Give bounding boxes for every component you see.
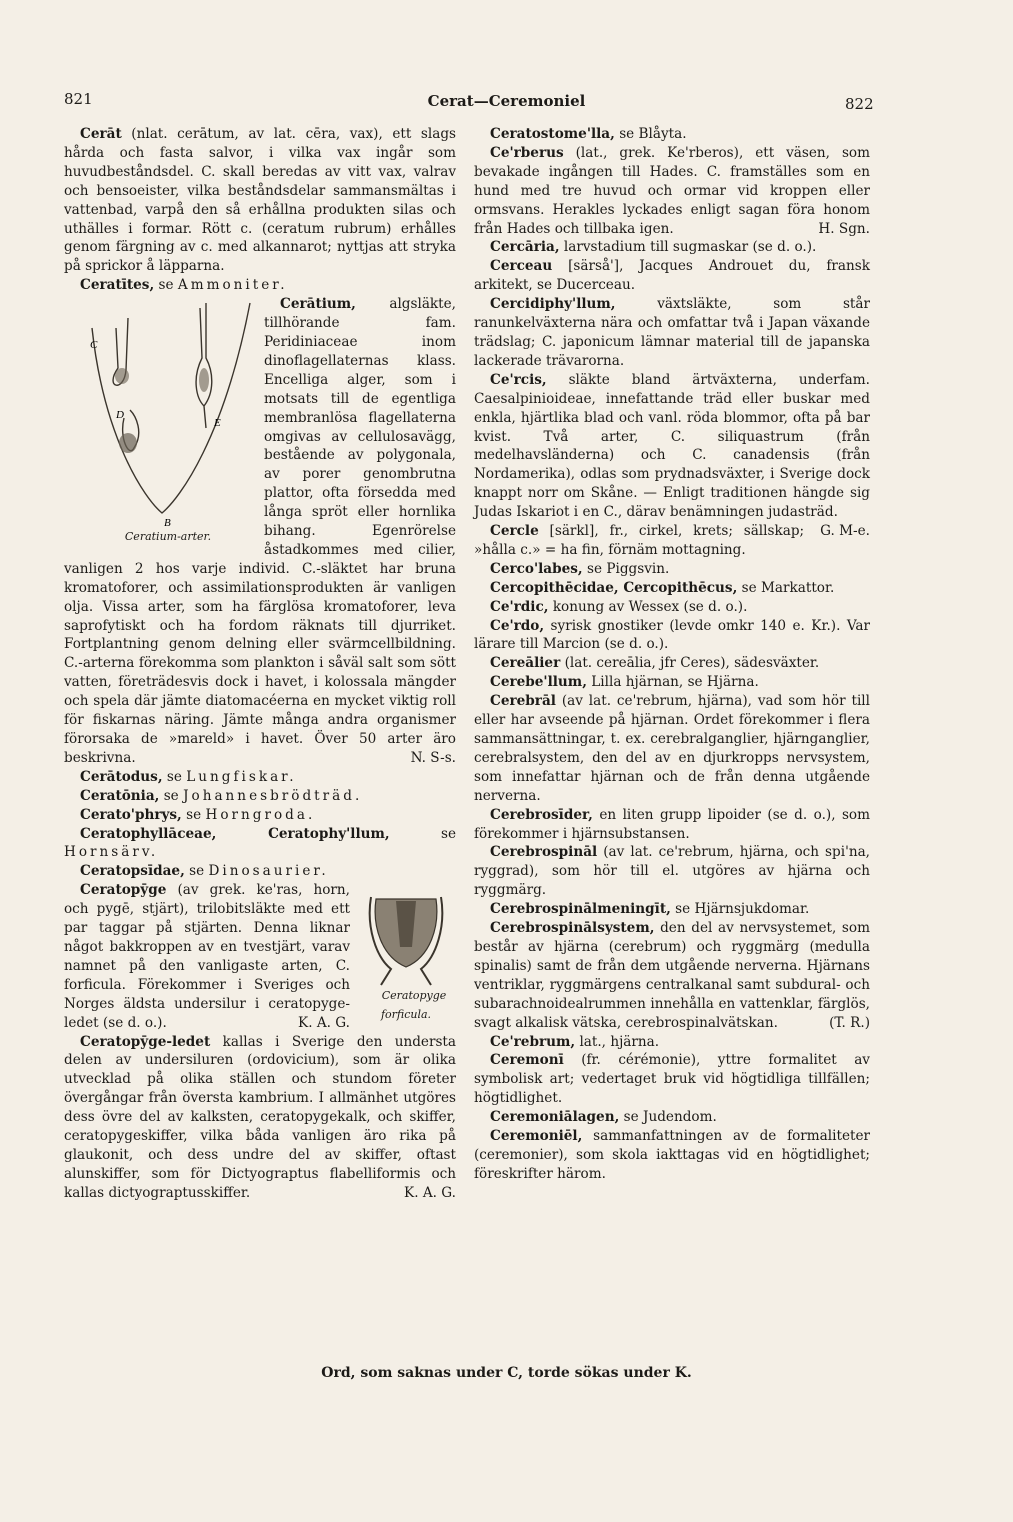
entry-head: Ceremoniēl, <box>490 1128 583 1145</box>
entry-text: släkte bland ärtväxterna, underfam. Caesalpinioideae, innefattande träd eller buskar med enkla, hjärtlika blad och vanl. röda blommor, ofta på bar kvist. Två arter, C. siliquastrum (från medelhavsländerna) och C. canadensis (från Nordamerika), odlas som prydnadsväxter, i Sverige dock knappt norr om Skåne. — Enligt traditionen hängde sig Judas Iskariot i en C., därav benämningen judasträd. <box>474 371 870 521</box>
entry-text: Lilla hjärnan, se Hjärna. <box>591 674 759 691</box>
entry-ceratonia <box>64 787 456 806</box>
entry-head: Cercle <box>490 523 539 540</box>
ceratium-d-cell <box>119 433 137 453</box>
entry-text: (lat. cereālia, jfr Ceres), sädesväxter. <box>564 655 820 672</box>
author-signature: N. S-s. <box>410 749 456 766</box>
entry <box>474 843 870 900</box>
ceratopyge-figure <box>356 887 456 1022</box>
entry-head: Cerebe'llum, <box>490 674 587 691</box>
entry-ceratopsidae <box>64 862 456 881</box>
entry-text: se Markattor. <box>741 579 835 596</box>
entry <box>474 900 870 919</box>
entry-text: se Blåyta. <box>619 126 687 142</box>
figure-caption: Ceratopyge forficula. <box>380 989 447 1022</box>
ceratopyge-illustration <box>356 887 456 987</box>
entry-head: Cerceau <box>490 258 553 275</box>
entry-text: se <box>163 787 179 804</box>
entry-head: Cerco'labes, <box>490 560 583 577</box>
cross-reference: Hornsärv. <box>64 844 159 861</box>
entry-text: lat., hjärna. <box>579 1033 660 1050</box>
entry <box>474 1127 870 1184</box>
entry-text: växtsläkte, som står ranunkelväxterna nära och omfattar två i Japan växande trädslag; C. japonicum lämnar material till de japanska lackerade trävarorna. <box>474 296 870 369</box>
cross-reference: Dinosaurier. <box>208 863 329 880</box>
entry-head: Ce'rdo, <box>490 617 545 634</box>
entry-head: Cerebrospinālsystem, <box>490 920 655 937</box>
entry-head: Cerātium, <box>280 296 356 313</box>
entry-head: Ceremoniālagen, <box>490 1109 620 1126</box>
entry-head: Cerebrāl <box>490 693 556 710</box>
entry-head: Ce'rberus <box>490 144 564 161</box>
footer-note: Ord, som saknas under C, torde sökas under K. <box>321 1365 692 1381</box>
entry-text: se <box>440 825 456 842</box>
entry-head: Ceratōnia, <box>80 787 160 804</box>
cross-reference: Lungfiskar. <box>186 768 297 785</box>
entry-head: Ceratophyllāceae, Ceratophy'llum, <box>80 825 390 842</box>
entry <box>474 673 870 692</box>
ceratium-e-cell <box>199 368 209 392</box>
cross-reference: Horngroda. <box>205 806 316 823</box>
entry <box>474 295 870 371</box>
entry-head: Cerebrospināl <box>490 844 598 861</box>
entry <box>474 806 870 844</box>
figure-label-e: E <box>214 417 221 430</box>
entry-ceratophyllaceae <box>64 825 456 863</box>
entry <box>474 598 870 617</box>
entry <box>474 1033 870 1052</box>
entry-head: Cerato'phrys, <box>80 806 182 823</box>
ceratium-c-cell <box>115 368 129 384</box>
entry-head: Cerebrospinālmeningīt, <box>490 901 671 918</box>
entry-text: algsläkte, tillhörande fam. Peridiniaceae inom dinoflagellaternas klass. Encelliga alger, som i motsats till de egentliga membranlösa flagellaterna omgivas av cellulosavägg, bestående av polygonala, av porer genombrutna plattor, ofta försedda med långa spröt eller hornlika bihang. Egenrörelse åstadkommes med cilier, vanligen 2 hos varje individ. C.-släktet har bruna kromatoforer, och assimilationsprodukten är vanligen olja. Vissa arter, som ha färglösa kromatoforer, leva saprofytiskt och ha fordom räknats till djurriket. Fortplantning genom delning eller svärmcellbildning. C.-arterna förekomma som plankton i såväl salt som sött vatten, företrädesvis dock i havet, i kolossala mängder och spela där jämte diatomacéerna en mycket viktig roll för fiskarnas näring. Jämte många andra organismer förorsaka de »mareld» i havet. Över 50 arter äro beskrivna. <box>64 296 456 766</box>
entry-text: syrisk gnostiker (levde omkr 140 e. Kr.). Var lärare till Marcion (se d. o.). <box>474 617 870 653</box>
entry-ceratium <box>64 295 456 768</box>
entry <box>474 654 870 673</box>
entry-text: konung av Wessex (se d. o.). <box>552 598 748 615</box>
author-signature: G. M-e. <box>820 523 870 540</box>
entry <box>474 1108 870 1127</box>
entry-head: Cercopithēcidae, Cercopithēcus, <box>490 579 738 596</box>
entry-head: Ce'rcis, <box>490 371 547 388</box>
entry-ceratodus <box>64 768 456 787</box>
figure-label-d: D <box>116 409 124 422</box>
entry <box>474 579 870 598</box>
entry-head: Ceremonī <box>490 1052 564 1069</box>
page-number-right: 822 <box>845 95 874 113</box>
entry-head: Ceratopsīdae, <box>80 863 185 880</box>
entry-head: Cercidiphy'llum, <box>490 296 616 313</box>
entry-text: [särkl], fr., cirkel, krets; sällskap; »hålla c.» = ha fin, förnäm mottagning. <box>474 523 805 558</box>
entry <box>474 257 870 295</box>
entry-text: se <box>186 806 202 823</box>
entry-text: se <box>189 863 205 880</box>
entry-head: Cereālier <box>490 655 561 672</box>
entry <box>474 125 870 144</box>
entry-head: Ceratopȳge-ledet <box>80 1033 211 1050</box>
entry-head: Ceratopȳge <box>80 882 167 899</box>
entry-text: (av lat. ce'rebrum, hjärna, och spi'na, ryggrad), som hör till el. utgöres av hjärna och ryggmärg. <box>474 844 871 899</box>
entry-text: se <box>166 768 182 785</box>
entry-text: (av grek. ke'ras, horn, och pygē, stjärt), trilobitsläkte med ett par taggar på stjärten. Denna liknar något bakkroppen av en tvestjärt, varav namnet på den vanligaste arten, C. forficula. Förekommer i Sveriges och Norges äldsta undersilur i ceratopyge-ledet (se d. o.). <box>64 882 350 1031</box>
entry-text: kallas i Sverige den understa delen av undersiluren (ordovicium), som är olika utvecklad på olika ställen och stundom företer övergångar från översta kambrium. I allmänhet utgöres dess övre del av kalksten, ceratopygekalk, och skiffer, ceratopygeskiffer, vilka båda vanligen äro rika på glaukonit, och dess undre del av skiffer, oftast alunskiffer, som för Dictyograptus flabelliformis och kallas dictyograptusskiffer. <box>64 1033 456 1201</box>
entry-head: Cerebrosīder, <box>490 806 593 823</box>
ceratium-figure <box>64 298 256 544</box>
entry-text: (lat., grek. Ke'rberos), ett väsen, som bevakade ingången till Hades. C. framställes som en hund med tre huvud och ormar vid kroppen eller ormsvans. Herakles lyckades enligt sagan föra honom från Hades och tillbaka igen. <box>474 144 870 237</box>
entry-cerat <box>64 125 456 276</box>
entry-head: Ce'rdic, <box>490 598 549 615</box>
entry <box>474 692 870 805</box>
entry-head: Ceratostome'lla, <box>490 126 615 142</box>
ceratium-illustration <box>64 298 256 528</box>
entry-ceratites <box>64 276 456 295</box>
running-head: Cerat—Ceremoniel <box>427 92 586 110</box>
page-number-left: 821 <box>64 90 93 108</box>
entry-text: (nlat. cerātum, av lat. cēra, vax), ett slags hårda och fasta salvor, i vilka vax ingår som huvudbeståndsdel. C. skall beredas av vitt vax, valrav och bensoeister, vilka beståndsdelar sammansmältas i vattenbad, varpå den så erhållna produkten silas och uthälles i formar. Rött c. (ceratum rubrum) erhålles genom färgning av c. med alkannarot; nyttjas att stryka på sprickor å läpparna. <box>64 126 457 275</box>
author-signature: H. Sgn. <box>818 220 870 237</box>
left-column <box>64 125 456 1203</box>
author-signature: (T. R.) <box>829 1014 870 1031</box>
ceratium-e-outline <box>196 303 212 428</box>
entry <box>474 144 870 239</box>
entry-text: en liten grupp lipoider (se d. o.), som förekommer i hjärnsubstansen. <box>474 806 871 842</box>
entry-ceratopyge-ledet <box>64 1033 456 1203</box>
entry <box>474 238 870 257</box>
figure-caption: Ceratium-arter. <box>124 530 212 544</box>
entry-head: Cerātodus, <box>80 768 163 785</box>
entry-head: Ce'rebrum, <box>490 1033 576 1050</box>
entry-text: den del av nervsystemet, som består av hjärna (cerebrum) och ryggmärg (medulla spinalis) samt de från dem utgående nerverna. Hjärnans ventriklar, ryggmärgens centralkanal samt subdural- och subarachnoidealrummen innehålla en vattenklar, färglös, svagt alkalisk vätska, cerebrospinalvätskan. <box>474 920 870 1031</box>
entry <box>474 617 870 655</box>
entry-ceratopyge <box>64 881 456 1032</box>
entry-head: Cercāria, <box>490 239 560 256</box>
entry-text: sammanfattningen av de formaliteter (ceremonier), som skola iakttagas vid en högtidlighet; föreskrifter härom. <box>474 1128 870 1182</box>
figure-label-c: C <box>90 339 98 352</box>
cross-reference: Ammoniter. <box>177 277 288 294</box>
author-signature: K. A. G. <box>298 1014 350 1031</box>
entry <box>474 1051 870 1108</box>
figure-label-b: B <box>164 517 171 529</box>
entry <box>474 919 870 1032</box>
entry-head: Ceratītes, <box>80 277 155 294</box>
entry-head: Cerāt <box>80 126 122 142</box>
entry-text: se Hjärnsjukdomar. <box>675 901 810 918</box>
entry-text: (av lat. ce'rebrum, hjärna), vad som hör till eller har avseende på hjärnan. Ordet förekommer i flera sammansättningar, t. ex. cerebralganglier, hjärnganglier, cerebralsystem, den del av en djurkropps nervsystem, som innefattar hjärnan och de från denna utgående nerverna. <box>474 693 870 804</box>
entry-text: larvstadium till sugmaskar (se d. o.). <box>563 239 817 256</box>
entry-text: se Judendom. <box>623 1109 717 1126</box>
cross-reference: Johannesbrödträd. <box>183 787 363 804</box>
entry <box>474 560 870 579</box>
entry-text: [särså'], Jacques Androuet du, fransk arkitekt, se Ducerceau. <box>474 258 870 294</box>
entry-text: (fr. cérémonie), yttre formalitet av symbolisk art; vedertaget bruk vid högtidliga tillfällen; högtidlighet. <box>474 1052 870 1107</box>
right-column <box>474 125 870 1184</box>
entry-ceratophrys <box>64 806 456 825</box>
author-signature: K. A. G. <box>404 1184 456 1201</box>
entry-text: se Piggsvin. <box>586 560 670 577</box>
entry-text: se <box>158 277 174 294</box>
